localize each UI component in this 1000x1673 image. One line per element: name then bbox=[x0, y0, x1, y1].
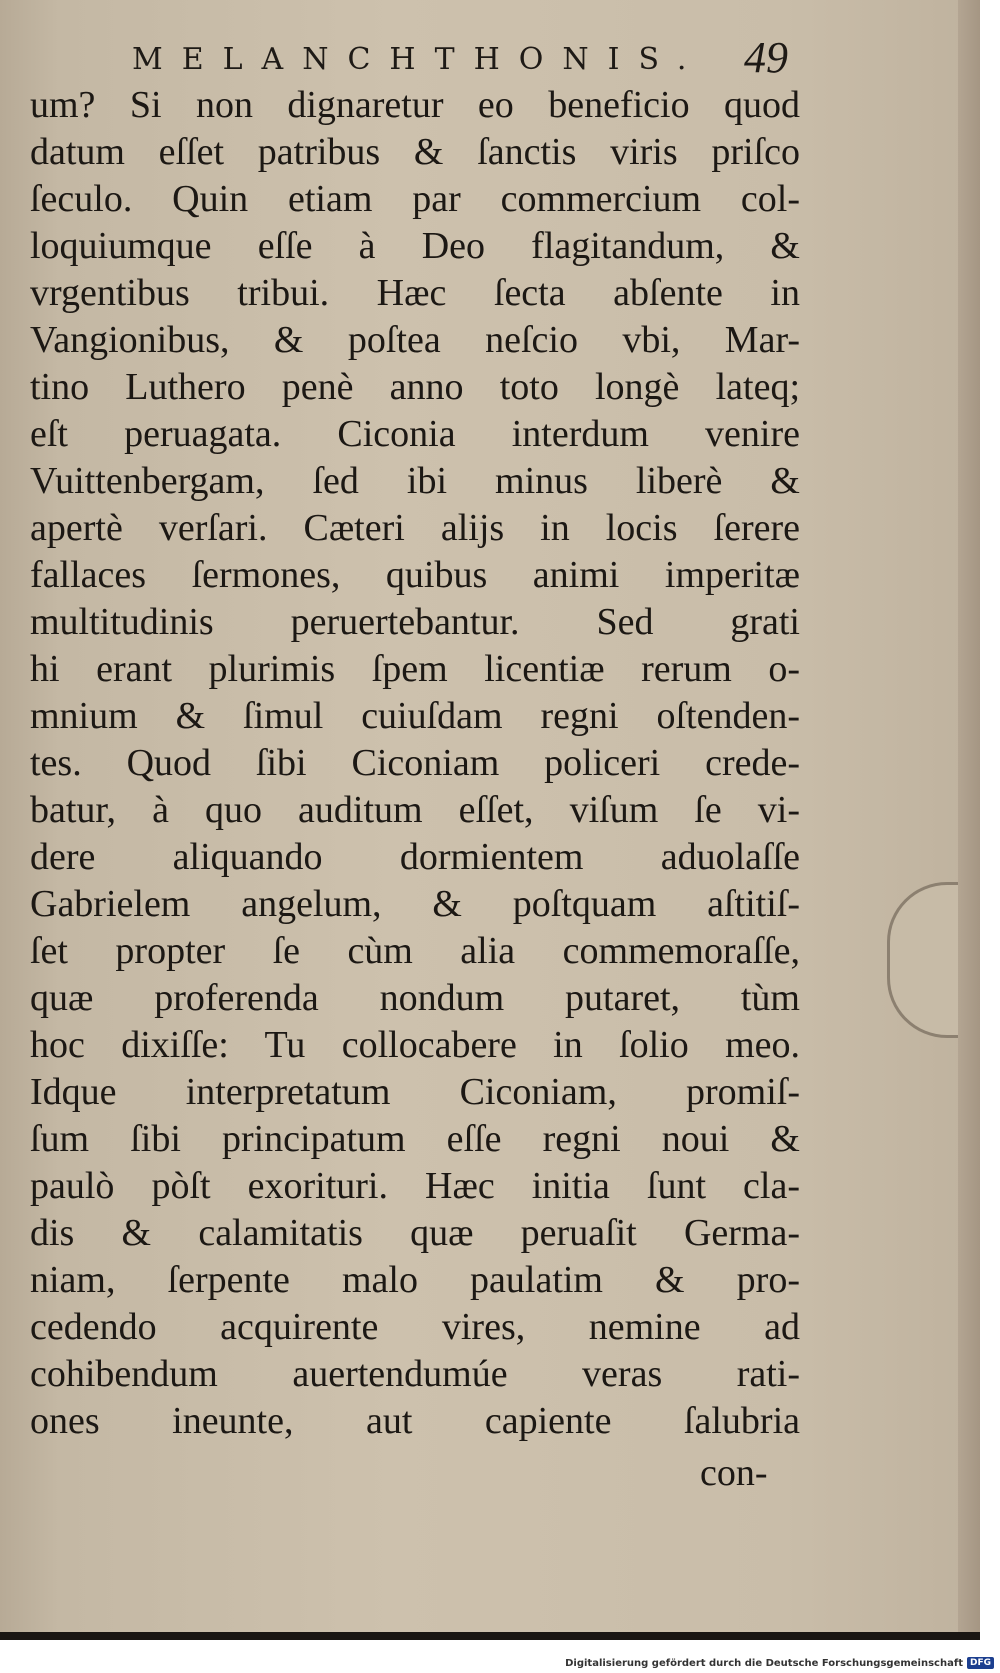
text-line: apertè verſari. Cæteri alijs in locis ſerere bbox=[30, 507, 800, 549]
text-line: niam, ſerpente malo paulatim & pro- bbox=[30, 1259, 800, 1301]
text-line: paulò pòſt exorituri. Hæc initia ſunt cla- bbox=[30, 1165, 800, 1207]
text-line: Vuittenbergam, ſed ibi minus liberè & bbox=[30, 460, 800, 502]
dfg-logo-icon: DFG bbox=[967, 1657, 994, 1669]
running-head-title: MELANCHTHONIS. bbox=[132, 42, 706, 77]
page-number: 49 bbox=[744, 33, 788, 82]
clasp-shadow bbox=[887, 882, 958, 1038]
text-line: batur, à quo auditum eſſet, viſum ſe vi- bbox=[30, 789, 800, 831]
text-line: multitudinis peruertebantur. Sed grati bbox=[30, 601, 800, 643]
text-line: dis & calamitatis quæ peruaſit Germa- bbox=[30, 1212, 800, 1254]
digitization-credit bbox=[565, 1657, 994, 1669]
text-line: Gabrielem angelum, & poſtquam aſtitiſ- bbox=[30, 883, 800, 925]
text-line: ones ineunte, aut capiente ſalubria bbox=[30, 1400, 800, 1442]
text-line: fallaces ſermones, quibus animi imperitæ bbox=[30, 554, 800, 596]
text-line: tino Luthero penè anno toto longè lateq; bbox=[30, 366, 800, 408]
text-line: hi erant plurimis ſpem licentiæ rerum o- bbox=[30, 648, 800, 690]
text-line: datum eſſet patribus & ſanctis viris priſco bbox=[30, 131, 800, 173]
text-line: ſet propter ſe cùm alia commemoraſſe, bbox=[30, 930, 800, 972]
text-line: dere aliquando dormientem aduolaſſe bbox=[30, 836, 800, 878]
text-line: eſt peruagata. Ciconia interdum venire bbox=[30, 413, 800, 455]
page-edge bbox=[958, 0, 980, 1632]
text-line: ſeculo. Quin etiam par commercium col- bbox=[30, 178, 800, 220]
catchword: con- bbox=[700, 1452, 768, 1494]
text-line: tes. Quod ſibi Ciconiam policeri crede- bbox=[30, 742, 800, 784]
text-line: Vangionibus, & poſtea neſcio vbi, Mar- bbox=[30, 319, 800, 361]
credit-text: Digitalisierung gefördert durch die Deutsche Forschungsgemeinschaft bbox=[565, 1657, 963, 1669]
text-line: mnium & ſimul cuiuſdam regni oſtenden- bbox=[30, 695, 800, 737]
text-line: hoc dixiſſe: Tu collocabere in ſolio meo. bbox=[30, 1024, 800, 1066]
text-line: cedendo acquirente vires, nemine ad bbox=[30, 1306, 800, 1348]
body-text bbox=[30, 82, 800, 1445]
text-line: quæ proferenda nondum putaret, tùm bbox=[30, 977, 800, 1019]
text-line: loquiumque eſſe à Deo flagitandum, & bbox=[30, 225, 800, 267]
text-line: Idque interpretatum Ciconiam, promiſ- bbox=[30, 1071, 800, 1113]
text-line: cohibendum auertendumúe veras rati- bbox=[30, 1353, 800, 1395]
text-line: vrgentibus tribui. Hæc ſecta abſente in bbox=[30, 272, 800, 314]
text-line: ſum ſibi principatum eſſe regni noui & bbox=[30, 1118, 800, 1160]
text-line: um? Si non dignaretur eo beneficio quod bbox=[30, 84, 800, 126]
